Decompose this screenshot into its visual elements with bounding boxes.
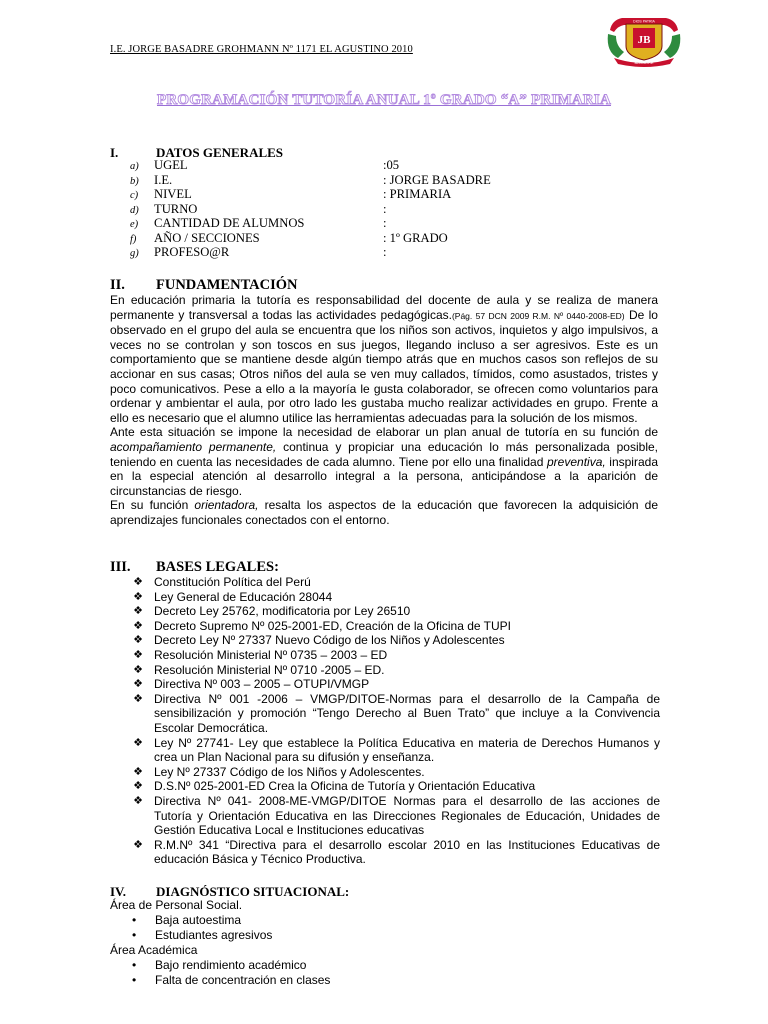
- legal-base-text: Directiva Nº 003 – 2005 – OTUPI/VMGP: [154, 677, 370, 692]
- row-value: :: [383, 245, 387, 259]
- row-letter: d): [130, 204, 139, 216]
- diamond-bullet-icon: ❖: [133, 692, 143, 705]
- section-title: FUNDAMENTACIÓN: [156, 277, 298, 293]
- legal-base-item: [132, 604, 660, 619]
- general-data-row: [130, 216, 387, 231]
- legal-bases-list: [132, 575, 660, 867]
- legal-base-text: Ley Nº 27337 Código de los Niños y Adolescentes.: [154, 764, 425, 779]
- fundamentacion-text: [110, 293, 658, 528]
- diamond-bullet-icon: ❖: [133, 838, 143, 851]
- diagnostic-item: [132, 973, 330, 988]
- legal-base-item: [132, 736, 660, 765]
- area-academica: Área Académica: [110, 943, 198, 957]
- legal-base-text: R.M.Nº 341 “Directiva para el desarrollo escolar 2010 en las Instituciones Educativas de educación Básica y Técnico Productiva.: [154, 837, 660, 867]
- diagnostic-text: Falta de concentración en clases: [155, 972, 331, 987]
- section-number: II.: [110, 277, 125, 293]
- legal-base-item: [132, 765, 660, 780]
- legal-base-text: Resolución Ministerial Nº 0710 -2005 – ED.: [154, 662, 385, 677]
- area-personal-social: Área de Personal Social.: [110, 898, 243, 912]
- row-label: CANTIDAD DE ALUMNOS: [154, 216, 305, 230]
- diagnostic-item: [132, 928, 272, 943]
- diagnostic-text: Estudiantes agresivos: [155, 927, 273, 942]
- row-letter: c): [130, 190, 139, 201]
- legal-base-item: [132, 692, 660, 736]
- row-letter: f): [130, 233, 137, 245]
- row-value: :: [383, 216, 387, 230]
- row-label: TURNO: [154, 201, 198, 216]
- diagnostic-text: Baja autoestima: [155, 913, 242, 927]
- section-title: DATOS GENERALES: [156, 145, 284, 160]
- row-letter: a): [130, 161, 139, 172]
- row-label: UGEL: [154, 158, 188, 172]
- diagnostic-item: [132, 913, 272, 928]
- row-letter: g): [130, 248, 139, 259]
- diamond-bullet-icon: ❖: [133, 648, 143, 661]
- legal-base-text: Resolución Ministerial Nº 0735 – 2003 – ED: [154, 647, 388, 662]
- legal-base-text: Decreto Supremo Nº 025-2001-ED, Creación de la Oficina de TUPI: [154, 618, 511, 633]
- general-data-list: [130, 158, 491, 260]
- general-data-row: [130, 230, 448, 246]
- general-data-row: [130, 158, 400, 173]
- diamond-bullet-icon: ❖: [133, 794, 143, 807]
- academic-list: [132, 958, 330, 987]
- legal-base-item: [132, 663, 660, 678]
- paragraph-1: En educación primaria la tutoría es responsabilidad del docente de aula y se realiza de manera permanente y transversal a todas las actividades pedagógicas.(Pág. 57 DCN 2009 R.M. Nº 0440-2008-ED) De lo observado en el grupo del aula se encuentra que los niños son activos, inquietos y algo impulsivos, a veces no se controlan y son toscos en sus juegos, llegando incluso a ser agresivos. Este es un comportamiento que se mantiene desde algún tiempo atrás que en muchos casos son reflejos de su accionar en sus casas; Otros niños del aula se ven muy callados, tímidos, como asustados, tristes y poco comunicativos. Pese a ello a la mayoría le gusta colaborador, se ofrecen como voluntarios para ordenar y ambientar el aula, por otro lado les gustaba mucho realizar actividades en grupo. Frente a ello es necesario que el alumno utilice las herramientas adecuadas para la solución de los mismos.: [110, 293, 658, 425]
- legal-base-item: [132, 648, 660, 663]
- diagnostic-text: Bajo rendimiento académico: [155, 958, 307, 972]
- legal-base-item: [132, 779, 660, 794]
- legal-base-text: D.S.Nº 025-2001-ED Crea la Oficina de Tutoría y Orientación Educativa: [154, 779, 536, 794]
- paragraph-3: En su función orientadora, resalta los aspectos de la educación que favorecen la adquisición de aprendizajes funcionales conectados con el entorno.: [110, 498, 658, 527]
- row-letter: b): [130, 175, 139, 187]
- row-value: :: [383, 201, 387, 216]
- legal-base-item: [132, 575, 660, 590]
- row-value: : 1º GRADO: [383, 230, 448, 245]
- diagnostic-item: [132, 958, 330, 973]
- diamond-bullet-icon: ❖: [133, 634, 143, 647]
- section-number: I.: [110, 145, 119, 160]
- diamond-bullet-icon: ❖: [133, 605, 143, 618]
- paragraph-2: Ante esta situación se impone la necesidad de elaborar un plan anual de tutoría en su función de acompañamiento permanente, continua y propiciar una educación lo más personalizada posible, teniendo en cuenta las necesidades de cada alumno. Tiene por ello una finalidad preventiva, inspirada en la especial atención al desarrollo integral a la persona, anticipándose a la aparición de circunstancias de riesgo.: [110, 425, 658, 498]
- legal-base-item: [132, 633, 660, 648]
- section-title: BASES LEGALES:: [156, 559, 279, 575]
- row-value: :05: [383, 158, 400, 172]
- document-title: PROGRAMACIÓN TUTORÍA ANUAL 1º GRADO “A” PRIMARIA: [156, 92, 612, 108]
- diamond-bullet-icon: ❖: [133, 736, 143, 749]
- section-2-heading: [110, 277, 298, 294]
- legal-base-item: [132, 677, 660, 692]
- svg-text:BASADRE: BASADRE: [634, 60, 654, 65]
- legal-base-text: Constitución Política del Perú: [154, 575, 311, 589]
- school-header: I.E. JORGE BASADRE GROHMANN Nº 1171 EL AGUSTINO 2010: [110, 44, 413, 55]
- diamond-bullet-icon: ❖: [133, 780, 143, 793]
- legal-base-text: Directiva Nº 041- 2008-ME-VMGP/DITOE Normas para el desarrollo de las acciones de Tutoría y Orientación Educativa en las Direcciones Regionales de Educación, Unidades de Gestión Educativa Local e Instituciones educativas: [154, 793, 660, 838]
- general-data-row: [130, 187, 452, 202]
- general-data-row: [130, 172, 491, 188]
- general-data-row: [130, 245, 387, 260]
- row-value: : PRIMARIA: [383, 187, 452, 201]
- diamond-bullet-icon: ❖: [133, 663, 143, 676]
- row-label: AÑO / SECCIONES: [154, 230, 260, 245]
- section-3-heading: [110, 559, 279, 576]
- bullet-icon: •: [132, 913, 137, 927]
- row-label: PROFESO@R: [154, 245, 230, 259]
- legal-base-item: [132, 619, 660, 634]
- legal-base-text: Decreto Ley 25762, modificatoria por Ley 26510: [154, 604, 411, 619]
- diamond-bullet-icon: ❖: [133, 765, 143, 778]
- diamond-bullet-icon: ❖: [133, 590, 143, 603]
- personal-social-list: [132, 913, 272, 942]
- row-label: NIVEL: [154, 187, 192, 201]
- bullet-icon: •: [132, 972, 137, 987]
- section-title: DIAGNÓSTICO SITUACIONAL:: [156, 884, 350, 899]
- row-value: : JORGE BASADRE: [383, 172, 491, 187]
- legal-base-item: [132, 794, 660, 838]
- row-label: I.E.: [154, 172, 173, 187]
- legal-base-item: [132, 838, 660, 867]
- section-number: III.: [110, 559, 131, 575]
- svg-text:DIOS PATRIA: DIOS PATRIA: [633, 19, 655, 24]
- legal-base-item: [132, 590, 660, 605]
- diamond-bullet-icon: ❖: [133, 576, 143, 588]
- svg-text:JB: JB: [637, 34, 651, 46]
- school-logo: [604, 12, 684, 68]
- general-data-row: [130, 201, 387, 217]
- diamond-bullet-icon: ❖: [133, 619, 143, 632]
- section-number: IV.: [110, 884, 127, 899]
- bullet-icon: •: [132, 958, 137, 972]
- row-letter: e): [130, 219, 139, 230]
- legal-base-text: Ley General de Educación 28044: [154, 589, 333, 604]
- diamond-bullet-icon: ❖: [133, 678, 143, 691]
- legal-base-text: Directiva Nº 001 -2006 – VMGP/DITOE-Normas para el desarrollo de la Campaña de sensibilización y promoción “Tengo Derecho al Buen Trato” que incluye a la Convivencia Escolar Democrática.: [154, 691, 660, 735]
- bullet-icon: •: [132, 927, 137, 942]
- legal-base-text: Decreto Ley Nº 27337 Nuevo Código de los Niños y Adolescentes: [154, 633, 505, 648]
- legal-base-text: Ley Nº 27741- Ley que establece la Política Educativa en materia de Derechos Humanos y crea un Plan Nacional para su difusión y enseñanza.: [154, 735, 660, 765]
